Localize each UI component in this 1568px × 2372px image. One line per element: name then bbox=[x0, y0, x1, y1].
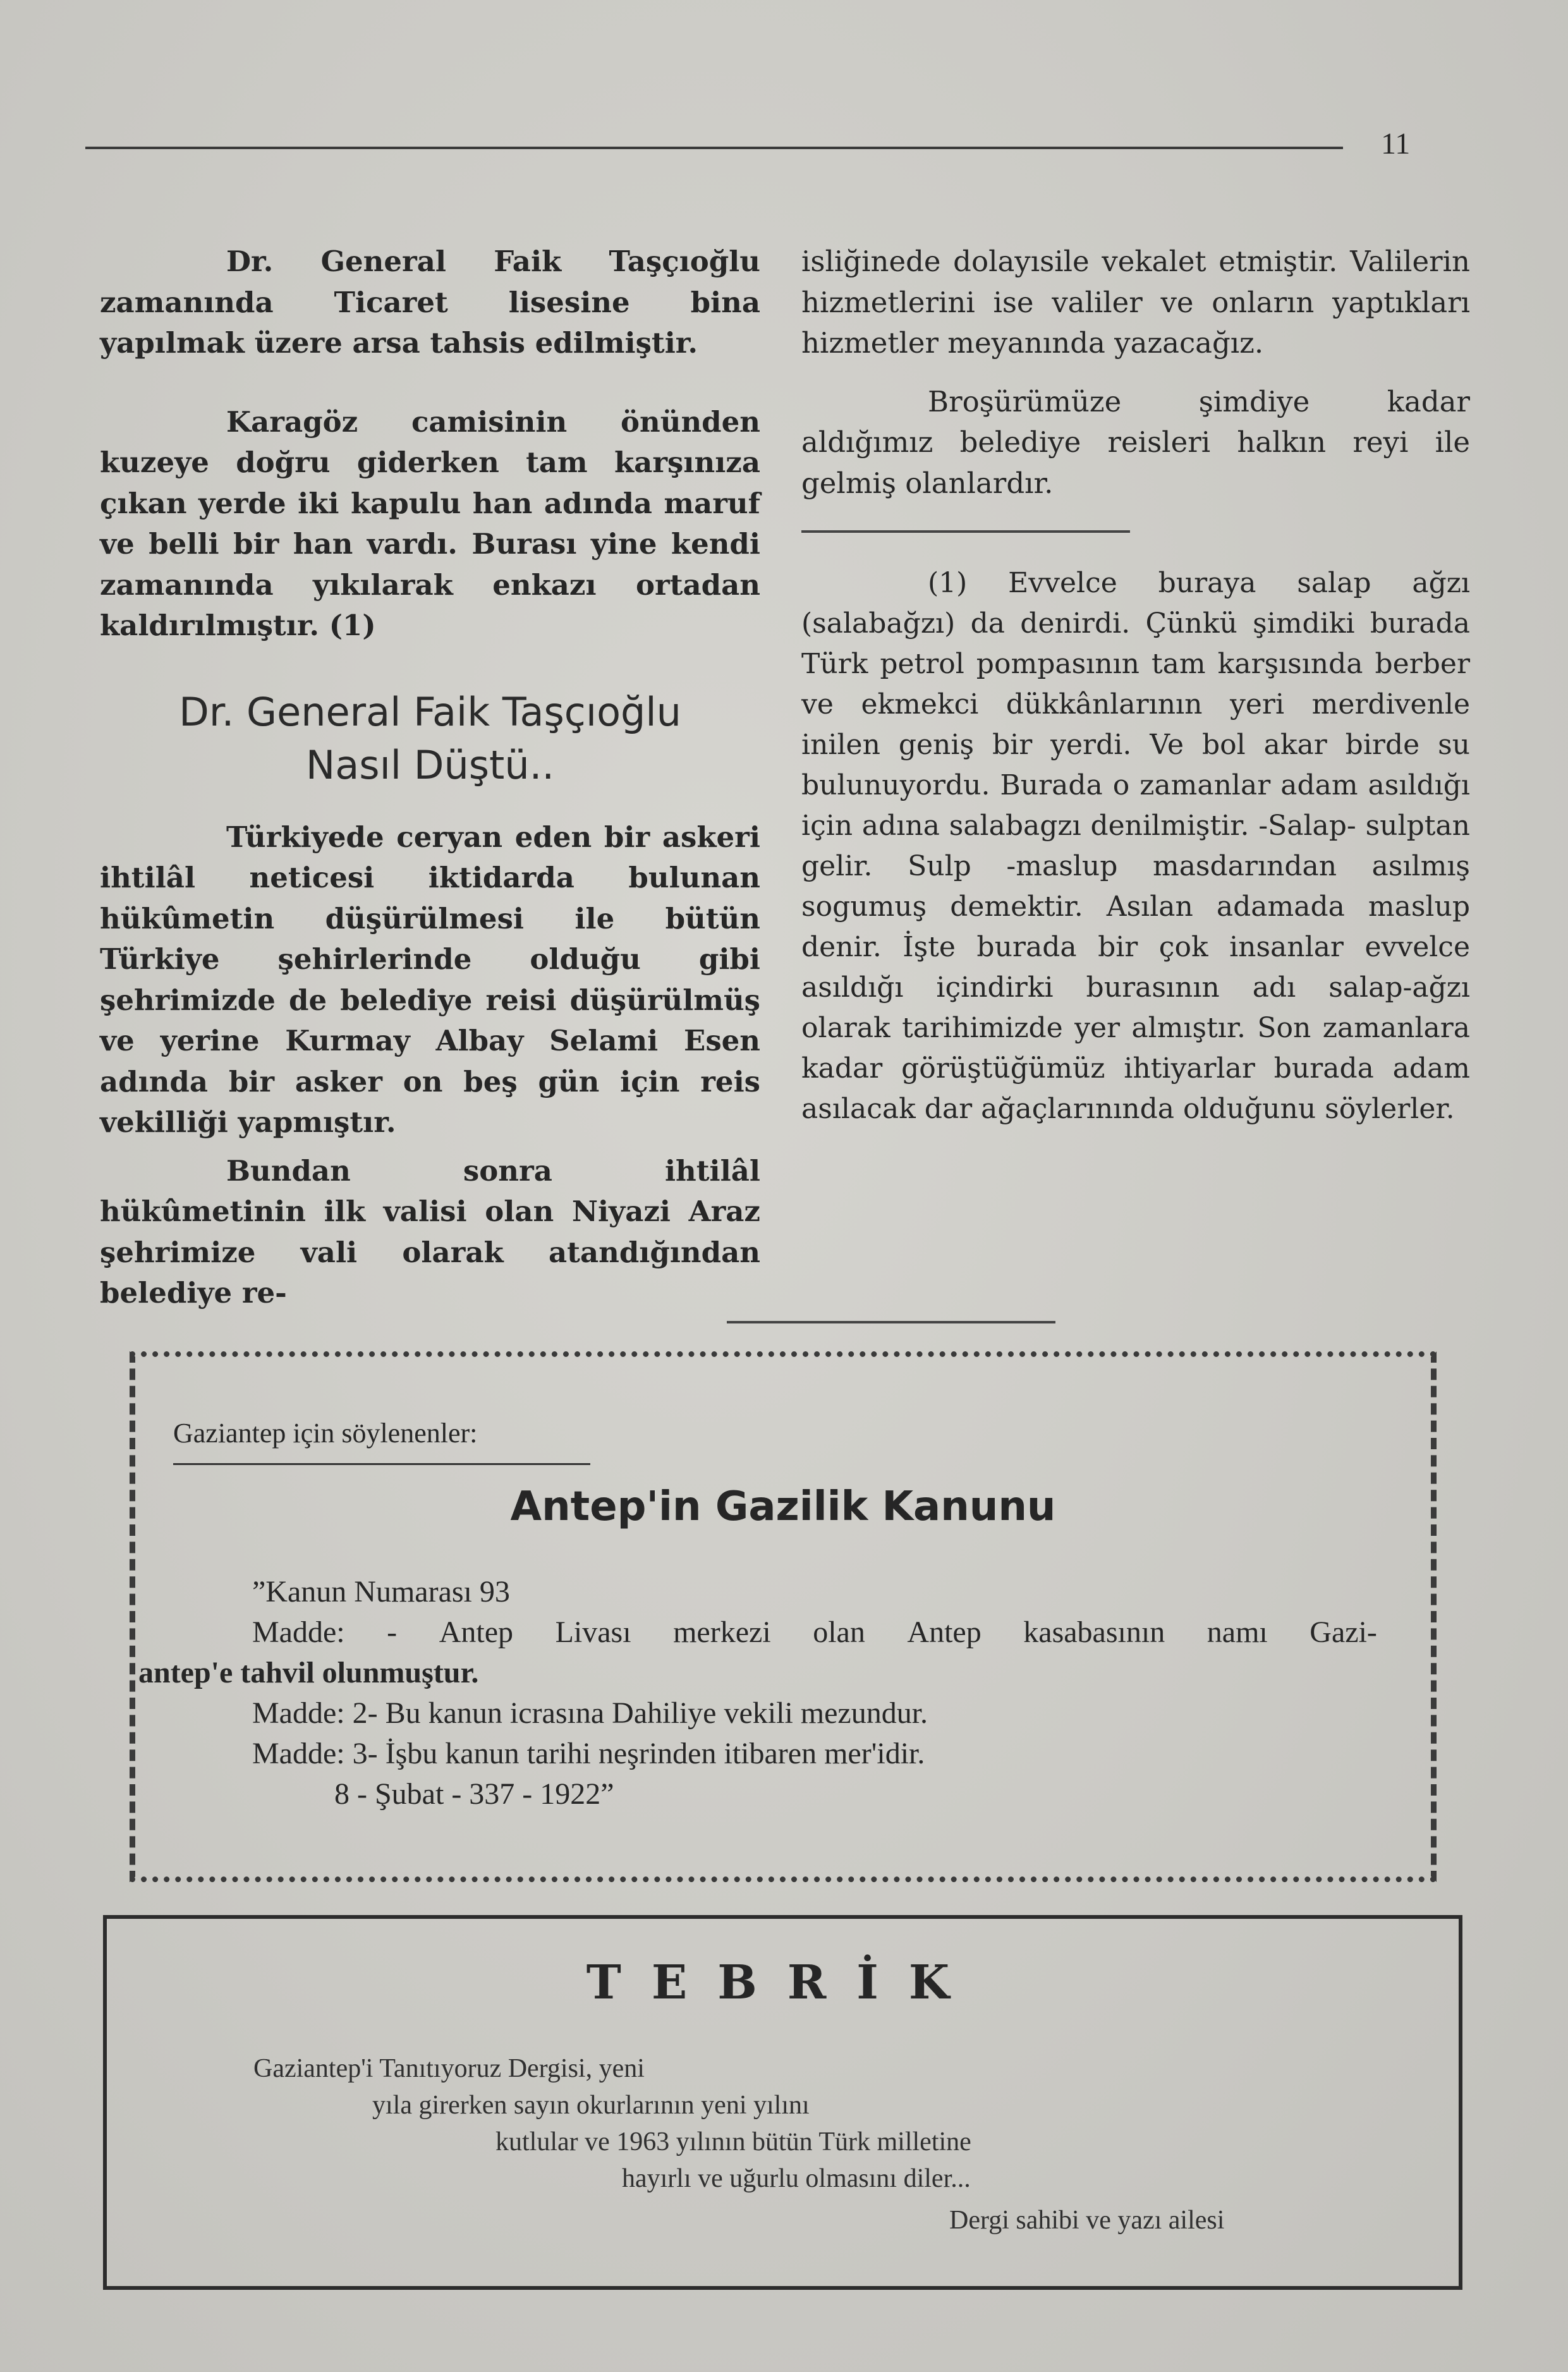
law-word: merkezi bbox=[673, 1615, 771, 1649]
law-box-heading: Gaziantep için söylenenler: bbox=[173, 1418, 478, 1449]
section-title bbox=[100, 686, 760, 792]
law-word: Livası bbox=[555, 1615, 631, 1649]
law-line-6: 8 - Şubat - 337 - 1922” bbox=[334, 1777, 614, 1811]
law-word: Antep bbox=[439, 1615, 514, 1649]
paragraph-gap bbox=[801, 364, 1470, 382]
law-box bbox=[130, 1351, 1437, 1882]
left-paragraph-1: Dr. General Faik Taşçıoğlu zamanında Ticaret lisesine bina yapılmak üzere arsa tahsis edilmiştir. bbox=[100, 245, 760, 360]
law-word: Gazi- bbox=[1310, 1615, 1377, 1649]
law-word: Madde: bbox=[252, 1615, 345, 1649]
section-title-line-1: Dr. General Faik Taşçıoğlu bbox=[179, 688, 681, 735]
law-box-title: Antep'in Gazilik Kanunu bbox=[510, 1483, 1056, 1530]
header-rule bbox=[85, 147, 1343, 149]
law-line-3: antep'e tahvil olunmuştur. bbox=[138, 1656, 479, 1689]
tebrik-signature: Dergi sahibi ve yazı ailesi bbox=[949, 2206, 1225, 2235]
page-number: 11 bbox=[1381, 127, 1411, 161]
left-paragraph-4: Bundan sonra ihtilâl hükûmetinin ilk valisi olan Niyazi Araz şehrimize vali olarak atandığından belediye re- bbox=[100, 1153, 760, 1310]
law-word: namı bbox=[1206, 1615, 1268, 1649]
tebrik-line-1: Gaziantep'i Tanıtıyoruz Dergisi, yeni bbox=[253, 2054, 645, 2083]
law-line-4: Madde: 2- Bu kanun icrasına Dahiliye vekili mezundur. bbox=[252, 1696, 928, 1730]
right-column bbox=[801, 241, 1470, 1129]
law-word: kasabasının bbox=[1023, 1615, 1165, 1649]
law-text bbox=[138, 1572, 1377, 1815]
footnote-rule bbox=[801, 530, 1130, 533]
section-title-line-2: Nasıl Düştü.. bbox=[305, 741, 555, 788]
left-paragraph-3: Türkiyede ceryan eden bir askeri ihtilâl neticesi iktidarda bulunan hükûmetin düşürülmesi ile bütün Türkiye şehirlerinde olduğu gibi şehrimizde de belediye reisi düşürülmüş ve yerine Kurmay Albay Selami Esen adında bir asker on beş gün için reis vekilliği yapmıştır. bbox=[100, 820, 760, 1139]
law-word: - bbox=[387, 1615, 398, 1649]
law-word: olan bbox=[813, 1615, 865, 1649]
law-word: Antep bbox=[907, 1615, 982, 1649]
tebrik-line-2: yıla girerken sayın okurlarının yeni yılını bbox=[372, 2091, 810, 2120]
right-paragraph-2: Broşürümüze şimdiye kadar aldığımız belediye reisleri halkın reyi ile gelmiş olanlardır. bbox=[801, 384, 1470, 500]
law-line-2 bbox=[252, 1612, 1377, 1653]
paragraph-gap bbox=[100, 364, 760, 402]
tebrik-line-4: hayırlı ve uğurlu olmasını diler... bbox=[622, 2164, 971, 2193]
footnote: (1) Evvelce buraya salap ağzı (salabağzı) da denirdi. Çünkü şimdiki burada Türk petrol pompasının tam karşısında berber ve ekmekci dükkânlarının yeri merdivenle inilen geniş bir yerdi. Ve bol akar birde su bulunuyordu. Burada o zamanlar adam asıldığı için adına salabagzı denilmiştir. -Salap- sulptan gelir. Sulp -maslup masdarından asılmış sogumuş demektir. Asılan adamada maslup denir. İşte burada bir çok insanlar evvelce asıldığı içindirki burasının adı salap-ağzı olarak tarihimizde yer almıştır. Son zamanlara kadar görüştüğümüz ihtiyarlar burada adam asılacak dar ağaçlarınında olduğunu söylerler. bbox=[801, 567, 1470, 1125]
tebrik-line-3: kutlular ve 1963 yılının bütün Türk milletine bbox=[495, 2127, 971, 2156]
law-box-heading-rule bbox=[173, 1463, 590, 1465]
tebrik-title: TEBRİK bbox=[586, 1955, 980, 2010]
law-line-1: ”Kanun Numarası 93 bbox=[252, 1575, 510, 1609]
paragraph-gap bbox=[100, 1143, 760, 1151]
tebrik-box bbox=[103, 1915, 1462, 2290]
right-paragraph-1: isliğinede dolayısile vekalet etmiştir. Valilerin hizmetlerini ise valiler ve onların yaptıkları hizmetler meyanında yazacağız. bbox=[801, 245, 1470, 360]
left-paragraph-2: Karagöz camisinin önünden kuzeye doğru giderken tam karşınıza çıkan yerde iki kapulu han adında maruf ve belli bir han vardı. Burası yine kendi zamanında yıkılarak enkazı ortadan kaldırılmıştır. (1) bbox=[100, 404, 760, 642]
left-column bbox=[100, 241, 760, 1314]
column-end-rule bbox=[727, 1321, 1055, 1323]
law-line-5: Madde: 3- İşbu kanun tarihi neşrinden itibaren mer'idir. bbox=[252, 1737, 925, 1770]
